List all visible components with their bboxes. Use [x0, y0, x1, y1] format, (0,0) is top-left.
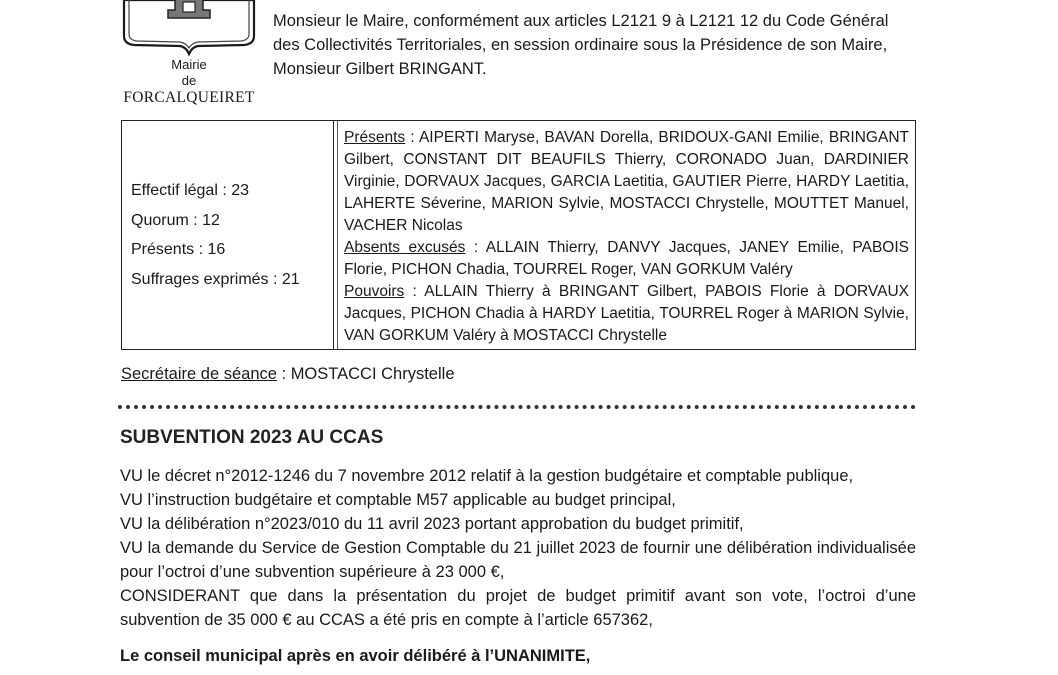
vu-demande: VU la demande du Service de Gestion Comptable du 21 juillet 2023 de fournir une délibération individualisée pour l’octroi d’une subvention supérieure à 23 000 €, [120, 539, 916, 581]
absents-label: Absents excusés [344, 239, 466, 256]
considerant: CONSIDERANT que dans la présentation du projet de budget primitif avant son vote, l’octroi d’une subvention de 35 000 € au CCAS a été pris en compte à l’article 657362, [120, 587, 916, 629]
intro-line-1: Monsieur le Maire, conformément aux articles L2121 9 à L2121 12 du Code Général [273, 12, 889, 30]
table-divider-inner [337, 121, 338, 349]
deliberation-body [120, 464, 916, 632]
vu-decret: VU le décret n°2012-1246 du 7 novembre 2012 relatif à la gestion budgétaire et comptable publique, [120, 467, 854, 485]
pouvoirs-list [344, 281, 909, 347]
pouvoirs-label: Pouvoirs [344, 283, 405, 300]
quorum-stats [131, 176, 300, 294]
dotted-separator [118, 405, 916, 409]
mairie-logo [120, 0, 258, 108]
secretary-line [121, 362, 455, 386]
intro-line-3: Monsieur Gilbert BRINGANT. [273, 60, 487, 78]
intro-line-2: des Collectivités Territoriales, en session ordinaire sous la Présidence de son Maire, [273, 36, 888, 54]
intro-paragraph [273, 0, 923, 81]
stat-suffrages: Suffrages exprimés : 21 [131, 270, 300, 288]
presents-text: : AIPERTI Maryse, BAVAN Dorella, BRIDOUX-GANI Emilie, BRINGANT Gilbert, CONSTANT DIT BEAUFILS Thierry, CORONADO Juan, DARDINIER Virginie, DORVAUX Jacques, GARCIA Laetitia, GAUTIER Pierre, HARDY Laetitia, LAHERTE Séverine, MARION Sylvie, MOSTACCI Chrystelle, MOUTTET Manuel, VACHER Nicolas [344, 129, 909, 234]
secretary-name: : MOSTACCI Chrystelle [276, 365, 455, 383]
table-divider [333, 121, 334, 349]
presents-list [344, 127, 909, 237]
secretary-label: Secrétaire de séance [121, 365, 277, 383]
coat-of-arms-icon [120, 0, 258, 56]
vu-deliberation: VU la délibération n°2023/010 du 11 avril 2023 portant approbation du budget primitif, [120, 515, 744, 533]
logo-mairie-text: Mairie [171, 57, 207, 72]
section-title: SUBVENTION 2023 AU CCAS [120, 427, 384, 448]
pouvoirs-text: : ALLAIN Thierry à BRINGANT Gilbert, PABOIS Florie à DORVAUX Jacques, PICHON Chadia à HARDY Laetitia, TOURREL Roger à MARION Sylvie, VAN GORKUM Valéry à MOSTACCI Chrystelle [344, 283, 909, 344]
attendance-names [344, 127, 909, 347]
presents-label: Présents [344, 129, 406, 146]
vu-instruction: VU l’instruction budgétaire et comptable M57 applicable au budget principal, [120, 491, 676, 509]
stat-presents: Présents : 16 [131, 241, 226, 258]
cropped-text-line [120, 668, 916, 675]
stat-quorum: Quorum : 12 [131, 211, 220, 229]
attendance-table [121, 120, 916, 350]
stat-effectif: Effectif légal : 23 [131, 182, 249, 199]
logo-de-text: de [181, 73, 197, 88]
absents-list [344, 237, 909, 281]
absents-text: : ALLAIN Thierry, DANVY Jacques, JANEY Emilie, PABOIS Florie, PICHON Chadia, TOURREL Roger, VAN GORKUM Valéry [344, 239, 909, 278]
logo-town-name: FORCALQUEIRET [123, 89, 255, 106]
council-decision: Le conseil municipal après en avoir délibéré à l’UNANIMITE, [120, 647, 591, 665]
